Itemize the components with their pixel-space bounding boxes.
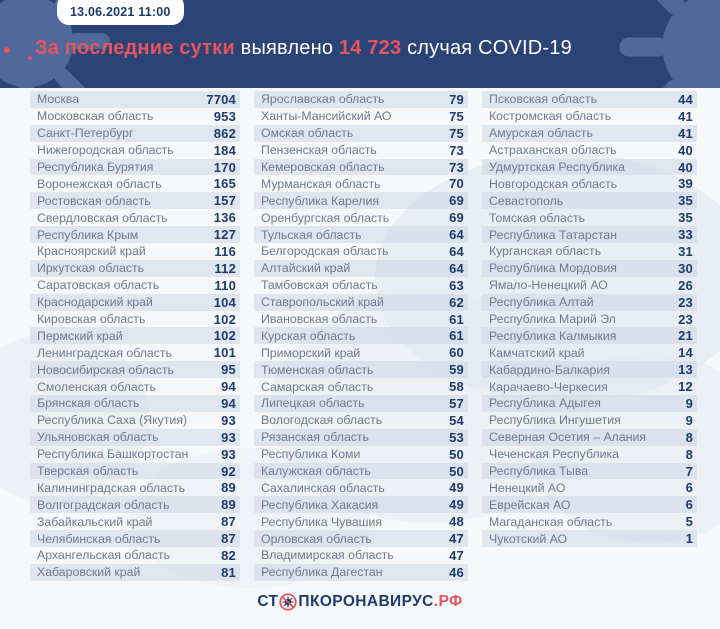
region-name: Вологодская область <box>261 413 383 428</box>
table-row <box>482 260 697 277</box>
region-value: 69 <box>449 210 464 226</box>
decorative-dot <box>28 56 32 60</box>
region-value: 7704 <box>206 91 236 107</box>
table-row <box>30 159 240 176</box>
region-value: 60 <box>449 345 464 361</box>
table-row <box>30 564 240 581</box>
table-row <box>254 479 468 496</box>
table-row <box>254 564 468 581</box>
table-row <box>254 311 468 328</box>
table-row <box>30 108 240 125</box>
region-value: 8 <box>685 446 693 462</box>
table-row <box>254 226 468 243</box>
table-row <box>254 395 468 412</box>
region-name: Республика Алтай <box>489 295 594 310</box>
region-value: 5 <box>685 514 693 530</box>
table-row <box>254 91 468 108</box>
region-name: Еврейская АО <box>489 497 571 512</box>
region-name: Свердловская область <box>37 210 168 225</box>
region-name: Республика Крым <box>37 227 139 242</box>
region-value: 61 <box>449 328 464 344</box>
region-value: 64 <box>449 260 464 276</box>
region-value: 59 <box>449 362 464 378</box>
table-row <box>30 496 240 513</box>
region-name: Республика Башкортостан <box>37 447 189 462</box>
region-name: Владимирская область <box>261 548 394 563</box>
table-row <box>254 142 468 159</box>
region-name: Томская область <box>489 210 586 225</box>
region-name: Республика Татарстан <box>489 227 618 242</box>
region-value: 70 <box>449 176 464 192</box>
region-name: Удмуртская Республика <box>489 160 626 174</box>
region-name: Ульяновская область <box>37 430 159 445</box>
region-name: Республика Марий Эл <box>489 312 616 327</box>
table-row <box>482 429 697 446</box>
region-value: 26 <box>678 277 693 293</box>
table-row <box>254 361 468 378</box>
region-value: 53 <box>449 429 464 445</box>
region-value: 82 <box>221 547 236 563</box>
header-banner <box>0 0 720 88</box>
region-value: 21 <box>678 328 693 344</box>
region-name: Сахалинская область <box>261 480 385 495</box>
region-value: 136 <box>213 210 236 226</box>
table-row <box>254 260 468 277</box>
table-row <box>482 479 697 496</box>
table-row <box>482 125 697 142</box>
table-row <box>30 395 240 412</box>
virus-decoration-icon <box>612 0 720 88</box>
region-name: Ханты-Мансийский АО <box>261 109 392 124</box>
region-value: 61 <box>449 311 464 327</box>
table-row <box>254 344 468 361</box>
region-name: Хабаровский край <box>37 565 141 580</box>
table-row <box>30 547 240 564</box>
table-row <box>482 294 697 311</box>
table-row <box>254 327 468 344</box>
decorative-dot <box>4 47 10 53</box>
table-row <box>482 226 697 243</box>
region-value: 13 <box>678 362 693 378</box>
table-row <box>254 496 468 513</box>
region-name: Тюменская область <box>261 362 374 377</box>
table-row <box>30 361 240 378</box>
table-row <box>482 192 697 209</box>
table-row <box>30 294 240 311</box>
logo-text-koronavirus: ПКОРОНАВИРУС <box>298 593 434 610</box>
region-value: 7 <box>685 463 693 479</box>
table-row <box>482 530 697 547</box>
region-value: 8 <box>685 429 693 445</box>
headline-plain-2: случая COVID-19 <box>401 37 572 59</box>
region-value: 73 <box>449 142 464 158</box>
table-row <box>482 361 697 378</box>
region-value: 95 <box>221 362 236 378</box>
region-column <box>30 91 240 581</box>
region-name: Курская область <box>261 328 356 343</box>
region-name: Нижегородская область <box>37 143 174 158</box>
region-value: 165 <box>213 176 236 192</box>
table-row <box>30 175 240 192</box>
region-value: 79 <box>449 91 464 107</box>
table-row <box>254 446 468 463</box>
region-value: 953 <box>213 108 236 124</box>
table-row <box>254 378 468 395</box>
region-name: Кемеровская область <box>261 160 385 174</box>
table-row <box>30 378 240 395</box>
region-value: 49 <box>449 497 464 513</box>
stop-virus-icon <box>279 593 297 611</box>
table-row <box>254 108 468 125</box>
region-name: Саратовская область <box>37 278 160 293</box>
table-row <box>482 513 697 530</box>
region-name: Камчатский край <box>489 345 585 360</box>
table-row <box>30 412 240 429</box>
region-name: Пензенская область <box>261 143 377 158</box>
table-row <box>254 277 468 294</box>
region-name: Иркутская область <box>37 261 145 276</box>
region-name: Омская область <box>261 126 354 141</box>
table-row <box>482 412 697 429</box>
region-value: 127 <box>213 227 236 243</box>
region-name: Тверская область <box>37 464 139 479</box>
region-value: 33 <box>678 227 693 243</box>
region-value: 87 <box>221 514 236 530</box>
table-row <box>30 243 240 260</box>
region-name: Ставропольский край <box>261 295 384 310</box>
region-value: 9 <box>685 395 693 411</box>
region-name: Республика Ингушетия <box>489 413 621 428</box>
table-row <box>482 395 697 412</box>
table-row <box>482 108 697 125</box>
footer-logo <box>0 591 720 613</box>
region-value: 112 <box>214 260 236 276</box>
region-name: Республика Адыгея <box>489 396 601 411</box>
region-name: Санкт-Петербург <box>37 126 134 141</box>
region-value: 23 <box>678 294 693 310</box>
table-row <box>254 209 468 226</box>
region-name: Самарская область <box>261 379 374 394</box>
table-row <box>482 446 697 463</box>
region-name: Астраханская область <box>489 143 617 158</box>
region-value: 12 <box>678 379 693 395</box>
region-name: Рязанская область <box>261 430 369 445</box>
region-value: 75 <box>449 108 464 124</box>
region-name: Тульская область <box>261 227 362 242</box>
region-name: Приморский край <box>261 345 361 360</box>
region-name: Республика Калмыкия <box>489 328 617 343</box>
region-name: Курганская область <box>489 244 602 259</box>
region-name: Ленинградская область <box>37 345 172 360</box>
region-value: 89 <box>221 497 236 513</box>
table-row <box>254 513 468 530</box>
region-value: 30 <box>678 260 693 276</box>
date-badge-text: 13.06.2021 11:00 <box>70 5 171 19</box>
region-name: Ростовская область <box>37 193 151 208</box>
region-name: Тамбовская область <box>261 278 378 293</box>
region-name: Северная Осетия – Алания <box>489 430 647 445</box>
table-row <box>30 209 240 226</box>
region-name: Орловская область <box>261 531 372 546</box>
table-row <box>482 175 697 192</box>
region-name: Республика Тыва <box>489 464 589 479</box>
region-value: 47 <box>449 547 464 563</box>
region-value: 92 <box>221 463 236 479</box>
region-name: Костромская область <box>489 109 612 124</box>
table-row <box>254 412 468 429</box>
table-row <box>30 91 240 108</box>
table-row <box>482 159 697 176</box>
region-value: 157 <box>213 193 236 209</box>
table-row <box>254 547 468 564</box>
region-value: 41 <box>678 108 693 124</box>
region-value: 110 <box>214 277 236 293</box>
region-name: Чеченская Республика <box>489 447 619 462</box>
headline <box>35 37 572 60</box>
table-row <box>254 192 468 209</box>
table-row <box>482 496 697 513</box>
region-value: 9 <box>685 412 693 428</box>
table-row <box>482 378 697 395</box>
region-value: 94 <box>221 395 236 411</box>
region-value: 50 <box>449 446 464 462</box>
region-name: Республика Карелия <box>261 193 380 208</box>
region-name: Республика Чувашия <box>261 514 383 529</box>
region-name: Мурманская область <box>261 176 381 191</box>
table-row <box>482 142 697 159</box>
region-name: Московская область <box>37 109 154 124</box>
region-name: Республика Мордовия <box>489 261 617 276</box>
region-value: 64 <box>449 243 464 259</box>
region-name: Ненецкий АО <box>489 480 566 495</box>
region-value: 87 <box>221 531 236 547</box>
headline-plain-1: выявлено <box>234 37 339 59</box>
region-value: 46 <box>449 564 464 580</box>
region-value: 39 <box>678 176 693 192</box>
table-row <box>30 311 240 328</box>
region-value: 44 <box>678 91 693 107</box>
region-value: 14 <box>678 345 693 361</box>
region-value: 31 <box>678 243 693 259</box>
region-name: Республика Коми <box>261 447 361 462</box>
region-name: Калужская область <box>261 464 371 479</box>
region-name: Новосибирская область <box>37 362 174 377</box>
table-row <box>254 243 468 260</box>
region-value: 50 <box>449 463 464 479</box>
region-name: Республика Дагестан <box>261 565 383 580</box>
table-row <box>482 327 697 344</box>
region-value: 93 <box>221 429 236 445</box>
region-name: Волгоградская область <box>37 497 170 512</box>
region-name: Севастополь <box>489 193 564 208</box>
table-row <box>30 463 240 480</box>
region-value: 57 <box>449 395 464 411</box>
region-name: Чукотский АО <box>489 531 568 546</box>
region-name: Забайкальский край <box>37 514 153 529</box>
region-name: Оренбургская область <box>261 210 390 225</box>
region-column <box>254 91 468 581</box>
region-name: Калининградская область <box>37 480 186 495</box>
region-value: 184 <box>213 142 236 158</box>
table-row <box>254 294 468 311</box>
region-value: 41 <box>678 125 693 141</box>
table-row <box>482 209 697 226</box>
table-row <box>482 344 697 361</box>
region-value: 64 <box>449 227 464 243</box>
region-name: Ярославская область <box>261 92 385 107</box>
region-name: Пермский край <box>37 328 123 343</box>
table-row <box>254 463 468 480</box>
region-value: 40 <box>678 142 693 158</box>
region-value: 73 <box>449 159 464 175</box>
region-name: Псковская область <box>489 92 597 107</box>
headline-total-cases: 14 723 <box>338 37 402 59</box>
table-row <box>30 142 240 159</box>
region-name: Воронежская область <box>37 176 162 191</box>
table-row <box>482 91 697 108</box>
region-value: 1 <box>685 531 693 547</box>
region-name: Новгородская область <box>489 176 618 191</box>
region-name: Карачаево-Черкесия <box>489 379 608 394</box>
region-name: Кабардино-Балкария <box>489 362 610 377</box>
region-value: 69 <box>449 193 464 209</box>
region-name: Краснодарский край <box>37 295 153 310</box>
region-column <box>482 91 697 547</box>
region-value: 102 <box>213 311 236 327</box>
region-value: 93 <box>221 446 236 462</box>
table-row <box>482 463 697 480</box>
table-row <box>30 260 240 277</box>
region-name: Алтайский край <box>261 261 351 276</box>
table-row <box>30 226 240 243</box>
region-value: 62 <box>449 294 464 310</box>
region-name: Брянская область <box>37 396 140 411</box>
region-name: Белгородская область <box>261 244 389 259</box>
table-row <box>30 479 240 496</box>
region-value: 35 <box>678 193 693 209</box>
region-value: 89 <box>221 480 236 496</box>
region-name: Магаданская область <box>489 514 613 529</box>
table-row <box>482 277 697 294</box>
region-name: Республика Саха (Якутия) <box>37 413 188 428</box>
table-row <box>30 277 240 294</box>
region-name: Липецкая область <box>261 396 365 411</box>
region-name: Москва <box>37 92 79 107</box>
region-value: 47 <box>449 531 464 547</box>
region-name: Республика Бурятия <box>37 160 154 174</box>
region-value: 101 <box>213 345 236 361</box>
region-value: 49 <box>449 480 464 496</box>
region-value: 63 <box>449 277 464 293</box>
logo-text-st: СТ <box>257 593 279 610</box>
table-row <box>30 327 240 344</box>
region-name: Республика Хакасия <box>261 497 379 512</box>
table-row <box>254 125 468 142</box>
region-name: Ямало-Ненецкий АО <box>489 278 608 293</box>
region-value: 116 <box>214 243 236 259</box>
table-row <box>254 175 468 192</box>
region-name: Смоленская область <box>37 379 156 394</box>
region-value: 104 <box>213 294 236 310</box>
region-value: 94 <box>221 379 236 395</box>
table-row <box>30 530 240 547</box>
table-row <box>30 344 240 361</box>
region-value: 75 <box>449 125 464 141</box>
region-name: Ивановская область <box>261 312 378 327</box>
table-row <box>30 192 240 209</box>
region-value: 58 <box>449 379 464 395</box>
region-name: Челябинская область <box>37 531 161 546</box>
table-row <box>30 125 240 142</box>
table-row <box>30 446 240 463</box>
region-name: Архангельская область <box>37 548 171 563</box>
table-row <box>254 530 468 547</box>
region-value: 54 <box>449 412 464 428</box>
region-name: Кировская область <box>37 312 146 327</box>
table-row <box>482 311 697 328</box>
table-row <box>254 429 468 446</box>
table-row <box>30 513 240 530</box>
region-value: 23 <box>678 311 693 327</box>
logo-text-rf: .РФ <box>433 593 463 610</box>
region-value: 102 <box>213 328 236 344</box>
region-name: Амурская область <box>489 126 593 141</box>
region-value: 862 <box>213 125 236 141</box>
table-row <box>30 429 240 446</box>
date-badge <box>57 0 184 25</box>
headline-accent-period: За последние сутки <box>35 37 235 59</box>
region-name: Красноярский край <box>37 244 146 259</box>
region-value: 93 <box>221 412 236 428</box>
table-row <box>482 243 697 260</box>
region-value: 40 <box>678 159 693 175</box>
region-value: 35 <box>678 210 693 226</box>
region-value: 6 <box>685 480 693 496</box>
region-value: 48 <box>449 514 464 530</box>
table-row <box>254 159 468 176</box>
region-value: 6 <box>685 497 693 513</box>
region-value: 170 <box>213 159 236 175</box>
region-value: 81 <box>221 564 236 580</box>
